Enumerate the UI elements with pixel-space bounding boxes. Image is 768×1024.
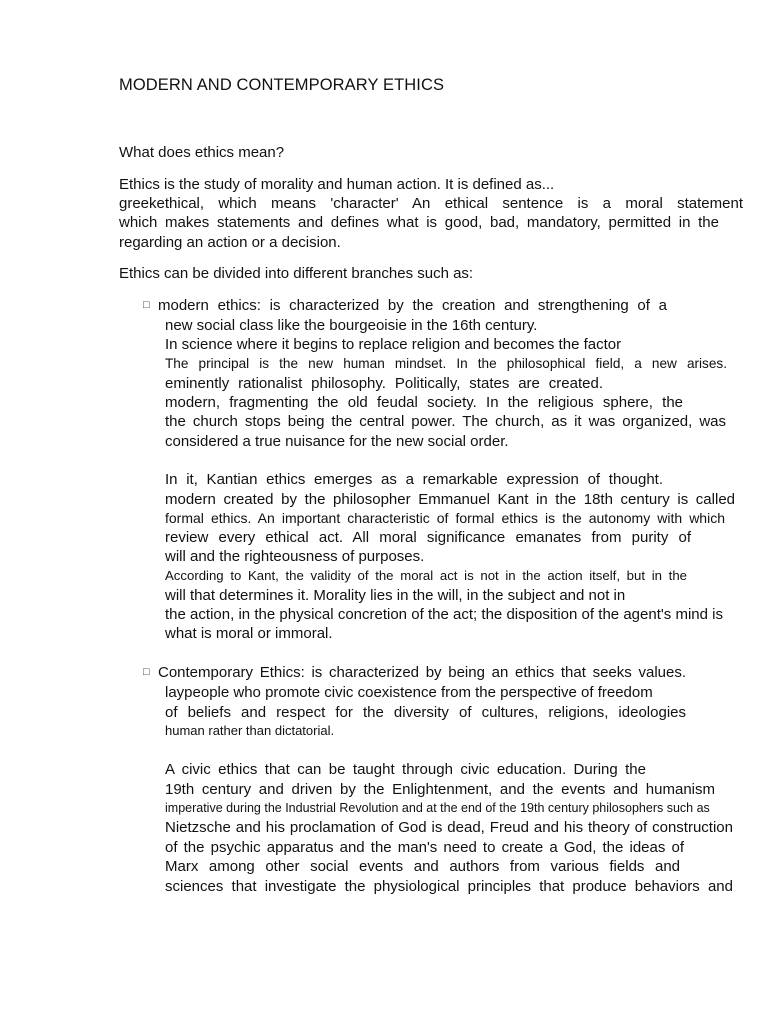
modern-line: the church stops being the central power. The church, as it was organized, was [165,413,726,430]
civic-line: Marx among other social events and authors from various fields and [165,858,680,875]
intro-line: Ethics is the study of morality and human action. It is defined as... [119,176,555,193]
modern-line: new social class like the bourgeoisie in the 16th century. [165,317,538,334]
kant-line: will and the righteousness of purposes. [165,548,425,565]
kant-line: will that determines it. Morality lies in the will, in the subject and not in [165,587,626,604]
bullet-box-icon: □ [143,299,150,311]
intro-line: regarding an action or a decision. [119,234,341,251]
civic-line: A civic ethics that can be taught through civic education. During the [165,761,646,778]
page-title: MODERN AND CONTEMPORARY ETHICS [119,76,445,94]
kant-line: modern created by the philosopher Emmanuel Kant in the 18th century is called [165,491,735,508]
kant-line: formal ethics. An important characteristic of formal ethics is the autonomy with which [165,510,725,526]
kant-line: In it, Kantian ethics emerges as a remarkable expression of thought. [165,471,663,488]
kant-line: According to Kant, the validity of the moral act is not in the action itself, but in the [165,568,687,583]
kant-line: review every ethical act. All moral significance emanates from purity of [165,529,691,546]
contemporary-line: of beliefs and respect for the diversity of cultures, religions, ideologies [165,704,686,721]
modern-line: The principal is the new human mindset. In the philosophical field, a new arises. [165,356,727,371]
civic-line: imperative during the Industrial Revolution and at the end of the 19th century philosophers such as [165,801,710,815]
modern-line: considered a true nuisance for the new social order. [165,433,509,450]
modern-line: modern, fragmenting the old feudal society. In the religious sphere, the [165,394,683,411]
civic-line: Nietzsche and his proclamation of God is dead, Freud and his theory of construction [165,819,733,836]
modern-line: In science where it begins to replace religion and becomes the factor [165,336,622,353]
intro-line: greekethical, which means 'character' An ethical sentence is a moral statement [119,195,743,212]
section-question: What does ethics mean? [119,144,285,161]
kant-line: what is moral or immoral. [165,625,333,642]
civic-line: of the psychic apparatus and the man's need to create a God, the ideas of [165,839,684,856]
branches-intro: Ethics can be divided into different branches such as: [119,265,474,282]
contemporary-ethics-heading: Contemporary Ethics: is characterized by being an ethics that seeks values. [158,664,686,681]
modern-line: eminently rationalist philosophy. Politically, states are created. [165,375,603,392]
contemporary-line: human rather than dictatorial. [165,723,335,738]
civic-line: 19th century and driven by the Enlightenment, and the events and humanism [165,781,715,798]
civic-line: sciences that investigate the physiological principles that produce behaviors and [165,878,733,895]
intro-line: which makes statements and defines what is good, bad, mandatory, permitted in the [119,214,719,231]
bullet-box-icon: □ [143,666,150,678]
kant-line: the action, in the physical concretion of the act; the disposition of the agent's mind is [165,606,723,623]
contemporary-line: laypeople who promote civic coexistence from the perspective of freedom [165,684,653,701]
modern-ethics-heading: modern ethics: is characterized by the creation and strengthening of a [158,297,667,314]
